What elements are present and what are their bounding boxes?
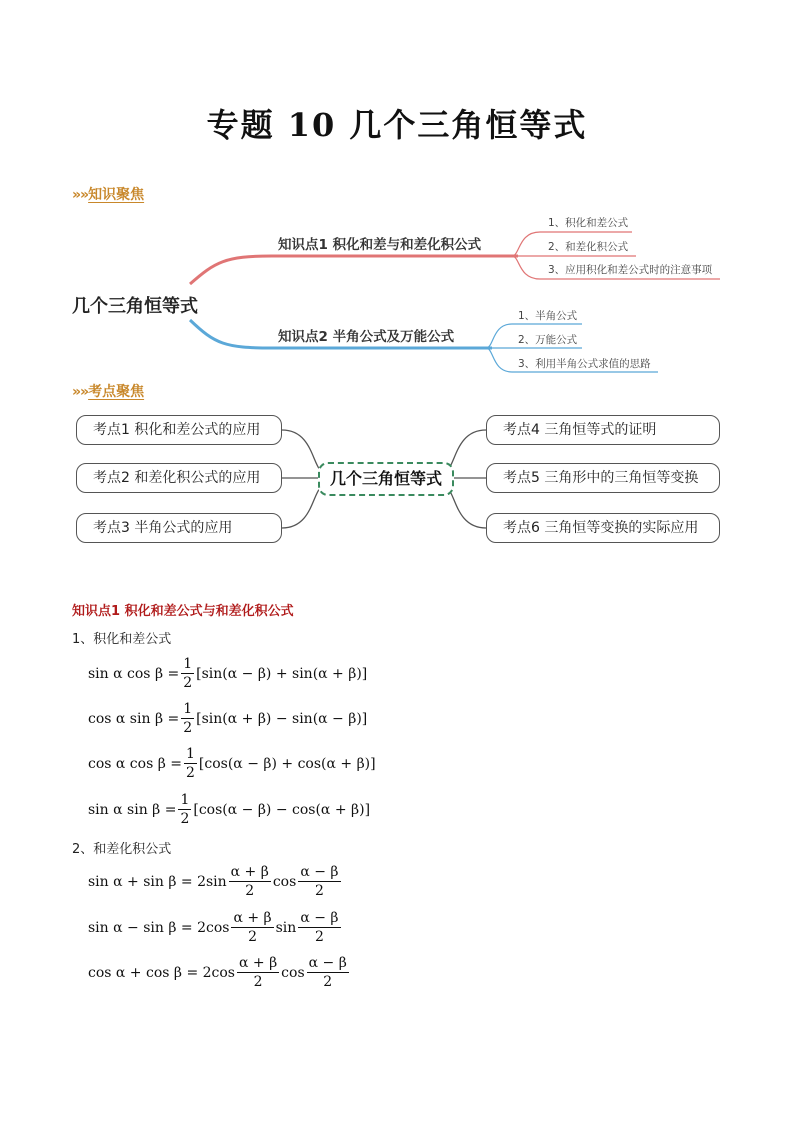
- mindmap-leaf-1-2: 2、和差化积公式: [548, 241, 629, 253]
- fraction: [184, 746, 197, 781]
- fraction: [181, 701, 194, 736]
- formula-mid: sin: [275, 919, 297, 936]
- fraction-denominator: 2: [253, 974, 263, 990]
- fraction-numerator: 1: [180, 792, 190, 808]
- mindmap-branch-2: 知识点2 半角公式及万能公式: [278, 329, 455, 345]
- mindmap-leaf-1-3: 3、应用积化和差公式时的注意事项: [548, 264, 713, 276]
- fraction: [229, 864, 271, 899]
- kaodian-5: 考点5 三角形中的三角恒等变换: [486, 463, 720, 493]
- fraction: [231, 910, 273, 945]
- branch-1-curve: [190, 256, 518, 284]
- subheading-2: 2、和差化积公式: [72, 842, 172, 857]
- formula-lhs: sin α − sin β = 2cos: [88, 919, 230, 936]
- formula-product-to-sum-2: [88, 701, 367, 736]
- formula-lhs: cos α cos β =: [88, 755, 182, 772]
- knowledge-point-title: 知识点1 积化和差公式与和差化积公式: [72, 604, 294, 619]
- section-label: 知识聚焦: [88, 187, 145, 203]
- formula-sum-to-product-1: [88, 864, 343, 899]
- fraction: [307, 955, 349, 990]
- double-chevron-icon-4: »: [80, 384, 87, 400]
- kaodian-3: 考点3 半角公式的应用: [76, 513, 282, 543]
- formula-rhs: [cos(α − β) + cos(α + β)]: [198, 755, 376, 772]
- kaodian-6: 考点6 三角恒等变换的实际应用: [486, 513, 720, 543]
- kd-connector-4: [448, 430, 486, 470]
- fraction-numerator: α + β: [238, 955, 278, 971]
- formula-lhs: sin α sin β =: [88, 801, 177, 818]
- formula-product-to-sum-3: [88, 746, 376, 781]
- fraction: [237, 955, 279, 990]
- kaodian-2: 考点2 和差化积公式的应用: [76, 463, 282, 493]
- fraction-numerator: 1: [186, 746, 195, 762]
- kaodian-4: 考点4 三角恒等式的证明: [486, 415, 720, 445]
- mindmap-leaf-2-3: 3、利用半角公式求值的思路: [518, 358, 651, 370]
- mindmap-root: 几个三角恒等式: [72, 296, 198, 317]
- formula-rhs: [sin(α + β) − sin(α − β)]: [196, 710, 368, 727]
- mindmap-leaf-2-1: 1、半角公式: [518, 310, 578, 322]
- kaodian-center: 几个三角恒等式: [318, 462, 454, 496]
- formula-lhs: cos α + cos β = 2cos: [88, 964, 235, 981]
- formula-lhs: sin α + sin β = 2sin: [88, 873, 227, 890]
- mindmap-leaf-2-2: 2、万能公式: [518, 334, 578, 346]
- double-chevron-icon-3: »: [72, 384, 79, 400]
- kd-connector-3: [282, 488, 320, 528]
- double-chevron-icon-2: »: [80, 187, 87, 203]
- kd-connector-6: [448, 488, 486, 528]
- fraction-denominator: 2: [314, 883, 324, 899]
- formula-sum-to-product-3: [88, 955, 351, 990]
- fraction-denominator: 2: [323, 974, 333, 990]
- formula-lhs: cos α sin β =: [88, 710, 180, 727]
- formula-lhs: sin α cos β =: [88, 665, 180, 682]
- fraction: [178, 792, 191, 827]
- fraction: [298, 910, 340, 945]
- fraction-denominator: 2: [180, 811, 190, 827]
- fraction-denominator: 2: [183, 675, 193, 691]
- fraction-numerator: 1: [183, 701, 193, 717]
- mindmap-leaf-1-1: 1、积化和差公式: [548, 217, 629, 229]
- fraction-denominator: 2: [186, 765, 195, 781]
- fraction: [298, 864, 340, 899]
- fraction-denominator: 2: [245, 883, 255, 899]
- formula-product-to-sum-4: [88, 792, 370, 827]
- fraction-numerator: α + β: [230, 864, 269, 880]
- fraction-numerator: α + β: [233, 910, 272, 926]
- formula-rhs: [cos(α − β) − cos(α + β)]: [193, 801, 371, 818]
- section-header-kaodian: [72, 381, 144, 401]
- fraction-numerator: α − β: [300, 864, 339, 880]
- subheading-1: 1、积化和差公式: [72, 632, 172, 647]
- fraction-numerator: α − β: [308, 955, 347, 971]
- double-chevron-icon: »: [72, 187, 79, 203]
- kaodian-1: 考点1 积化和差公式的应用: [76, 415, 282, 445]
- formula-rhs: [sin(α − β) + sin(α + β)]: [196, 665, 368, 682]
- formula-product-to-sum-1: [88, 656, 367, 691]
- page-title: 专题 10 几个三角恒等式: [206, 106, 588, 144]
- fraction-denominator: 2: [248, 929, 257, 945]
- formula-mid: cos: [272, 873, 297, 890]
- mindmap-branch-1: 知识点1 积化和差与和差化积公式: [278, 237, 482, 253]
- formula-sum-to-product-2: [88, 910, 343, 945]
- fraction-numerator: 1: [183, 656, 193, 672]
- fraction-numerator: α − β: [300, 910, 339, 926]
- formula-mid: cos: [281, 964, 305, 981]
- kd-connector-1: [282, 430, 320, 470]
- fraction-denominator: 2: [314, 929, 324, 945]
- fraction: [181, 656, 194, 691]
- section-label: 考点聚焦: [88, 384, 145, 400]
- fraction-denominator: 2: [183, 720, 193, 736]
